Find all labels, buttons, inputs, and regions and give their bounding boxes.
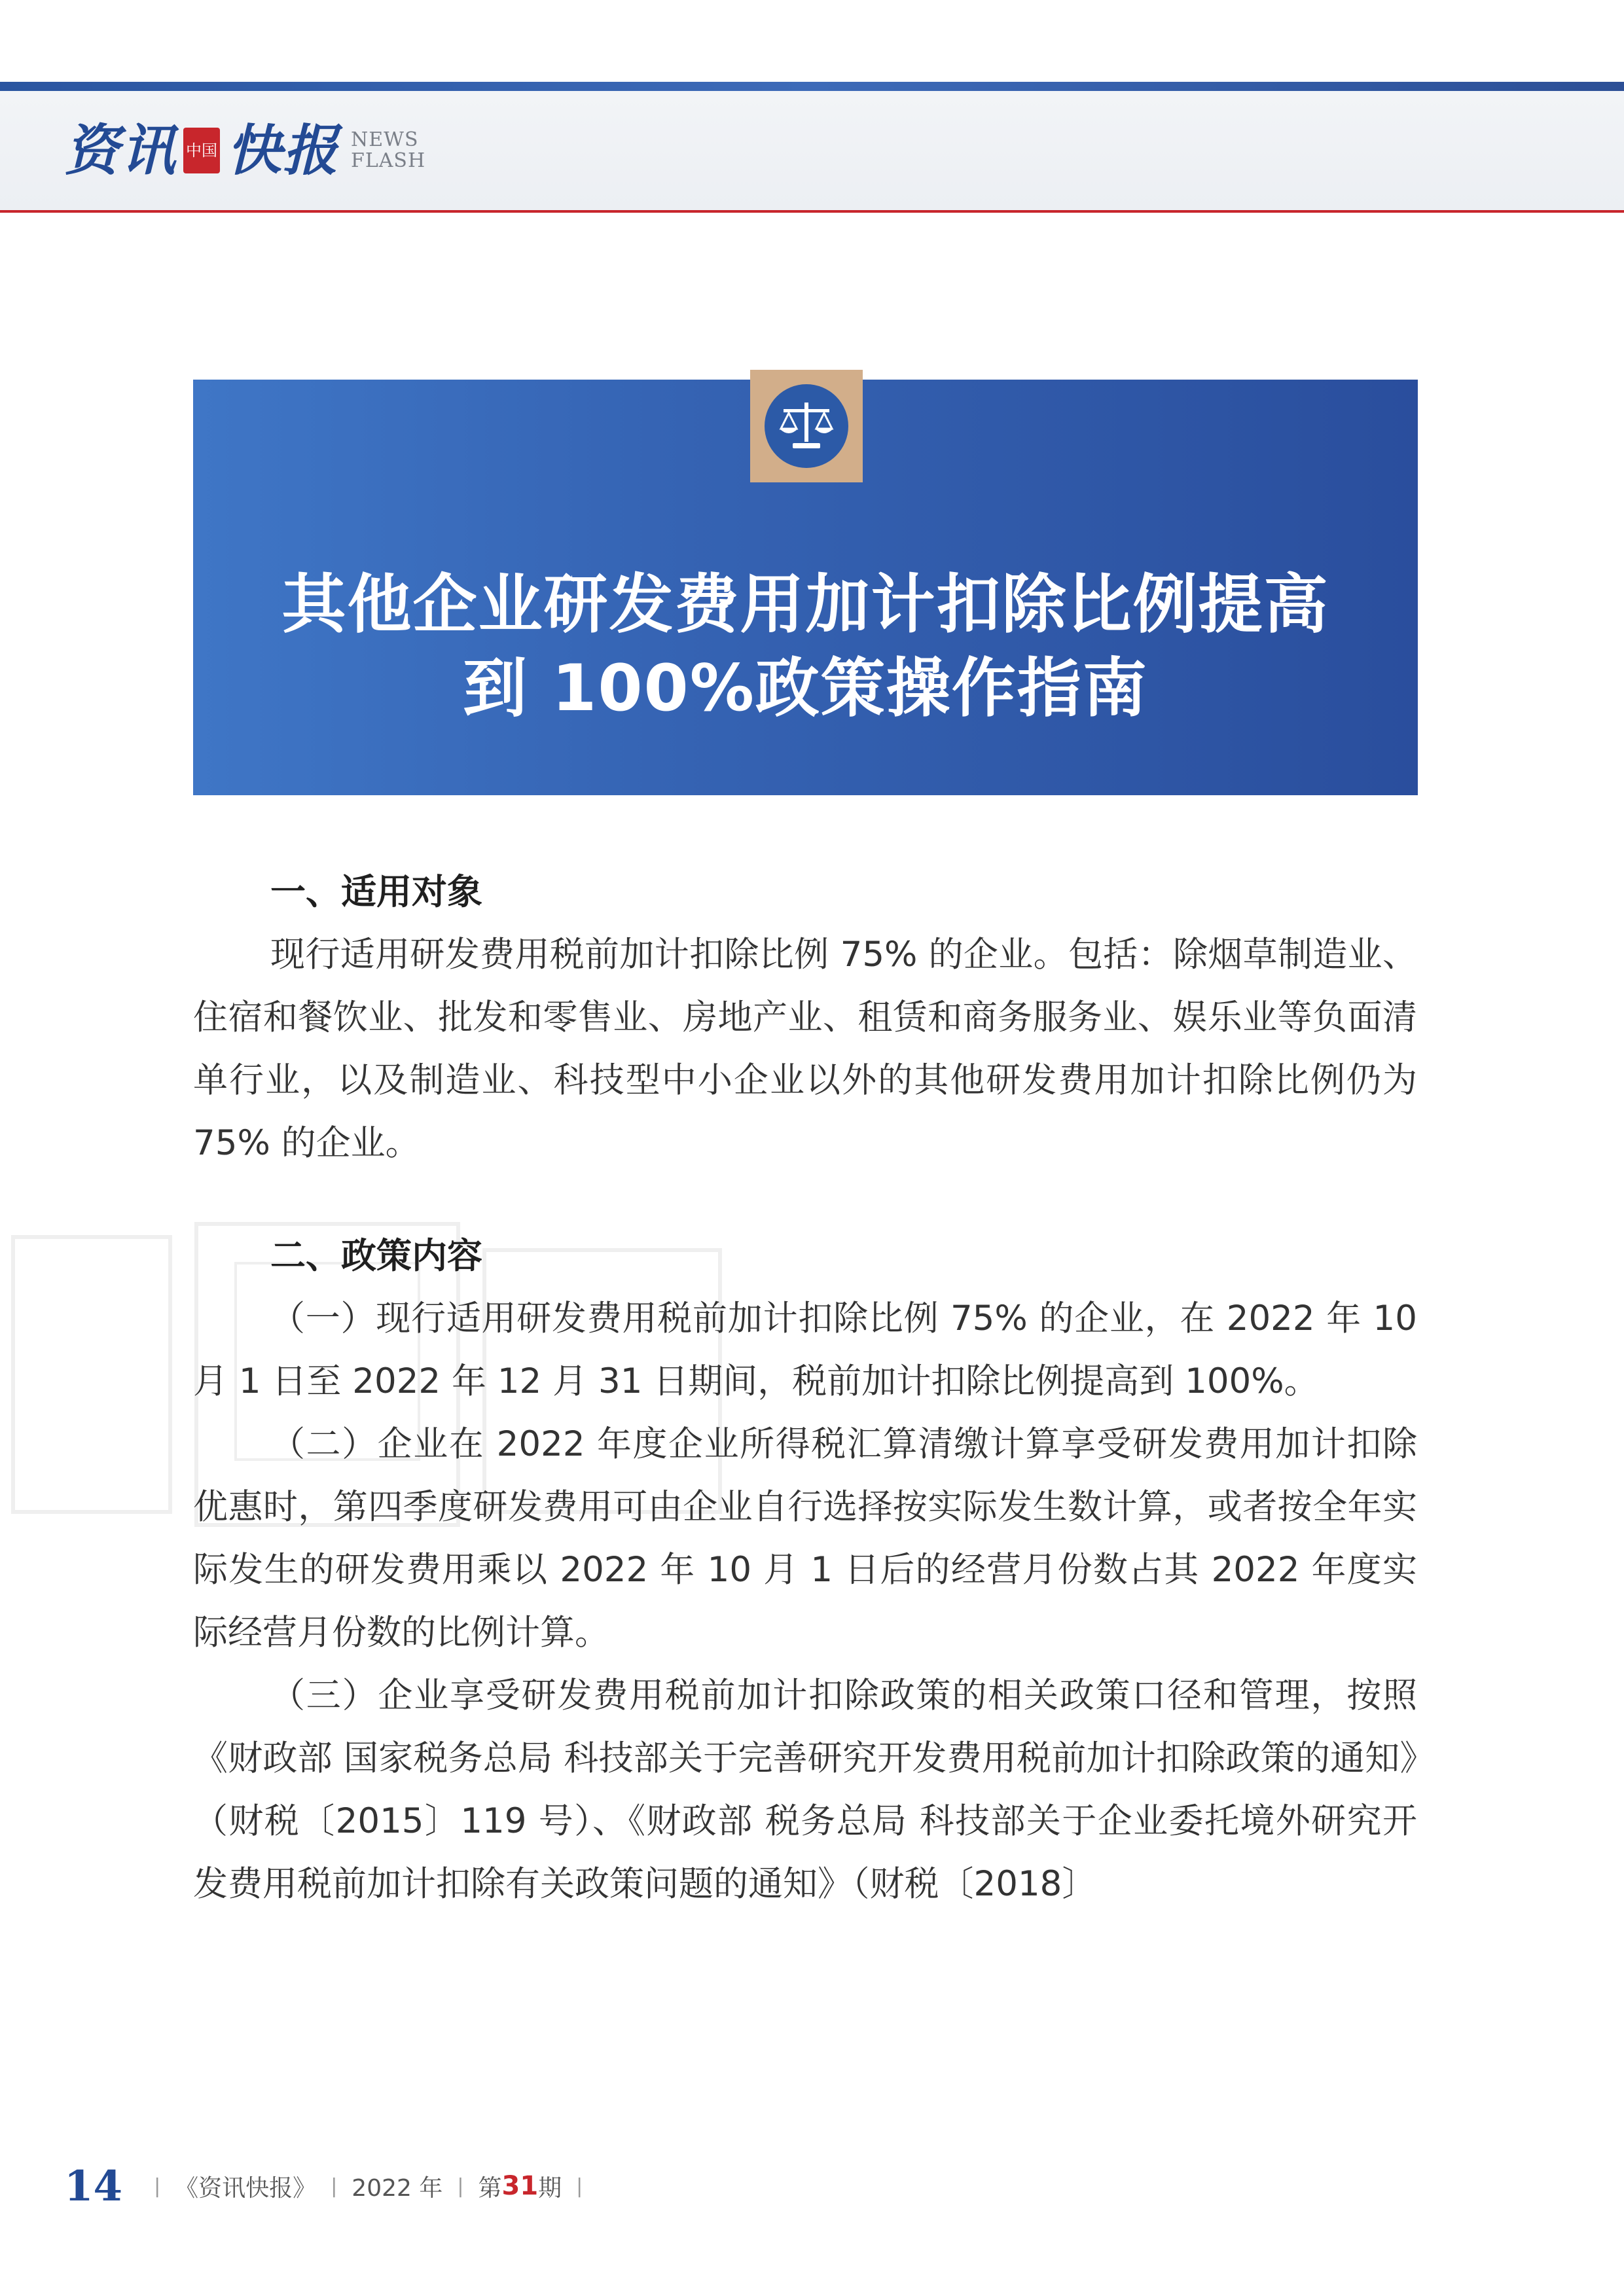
header-top-rule xyxy=(0,82,1624,91)
seal-stamp: 中国 xyxy=(183,128,220,173)
banner-icon-circle xyxy=(765,384,848,468)
section-heading-scope: 一、适用对象 xyxy=(270,871,482,912)
footer-divider: | xyxy=(576,2174,583,2198)
page-footer xyxy=(64,2160,597,2212)
footer-divider: | xyxy=(331,2174,338,2198)
page-title-line2: 到 100%政策操作指南 xyxy=(463,651,1148,726)
page-title xyxy=(193,563,1418,730)
masthead-logo xyxy=(64,111,425,190)
brand-english xyxy=(351,130,425,171)
footer-issue-prefix: 第 xyxy=(478,2174,502,2202)
footer-year: 2022 年 xyxy=(352,2174,443,2202)
header-bottom-rule xyxy=(0,210,1624,213)
footer-divider: | xyxy=(154,2174,161,2198)
footer-issue-number: 31 xyxy=(501,2171,539,2201)
page-title-line1: 其他企业研发费用加计扣除比例提高 xyxy=(281,567,1329,642)
article-body xyxy=(193,861,1417,1916)
footer-issue-suffix: 期 xyxy=(538,2174,562,2202)
paragraph-policy-3: （三）企业享受研发费用税前加计扣除政策的相关政策口径和管理，按照《财政部 国家税务总局 科技部关于完善研究开发费用税前加计扣除政策的通知》（财税〔2015〕119 号）、《财政部 税务总局 科技部关于企业委托境外研究开发费用税前加计扣除有关政策问题的通知》（财税〔2018〕 xyxy=(193,1676,1417,1904)
brand-title-right: 快报 xyxy=(226,118,340,183)
banner-icon-badge xyxy=(750,370,863,482)
paragraph-scope: 现行适用研发费用税前加计扣除比例 75% 的企业。包括：除烟草制造业、住宿和餐饮业、批发和零售业、房地产业、租赁和商务服务业、娱乐业等负面清单行业，以及制造业、科技型中小企业以外的其他研发费用加计扣除比例仍为 75% 的企业。 xyxy=(193,935,1417,1163)
page-number: 14 xyxy=(64,2161,123,2211)
brand-english-line2: FLASH xyxy=(351,149,426,172)
paragraph-policy-2: （二）企业在 2022 年度企业所得税汇算清缴计算享受研发费用加计扣除优惠时，第四季度研发费用可由企业自行选择按实际发生数计算，或者按全年实际发生的研发费用乘以 2022 年 10 月 1 日后的经营月份数占其 2022 年度实际经营月份数的比例计算。 xyxy=(193,1424,1417,1653)
paragraph-policy-1: （一）现行适用研发费用税前加计扣除比例 75% 的企业，在 2022 年 10 月 1 日至 2022 年 12 月 31 日期间，税前加计扣除比例提高到 100%。 xyxy=(193,1299,1417,1401)
section-gap xyxy=(193,1175,1417,1225)
footer-divider: | xyxy=(457,2174,464,2198)
brand-english-line1: NEWS xyxy=(351,128,419,151)
scales-icon xyxy=(778,400,835,452)
footer-publication: 《资讯快报》 xyxy=(175,2174,317,2202)
section-heading-policy: 二、政策内容 xyxy=(270,1235,482,1276)
brand-title-left: 资讯 xyxy=(64,118,177,183)
